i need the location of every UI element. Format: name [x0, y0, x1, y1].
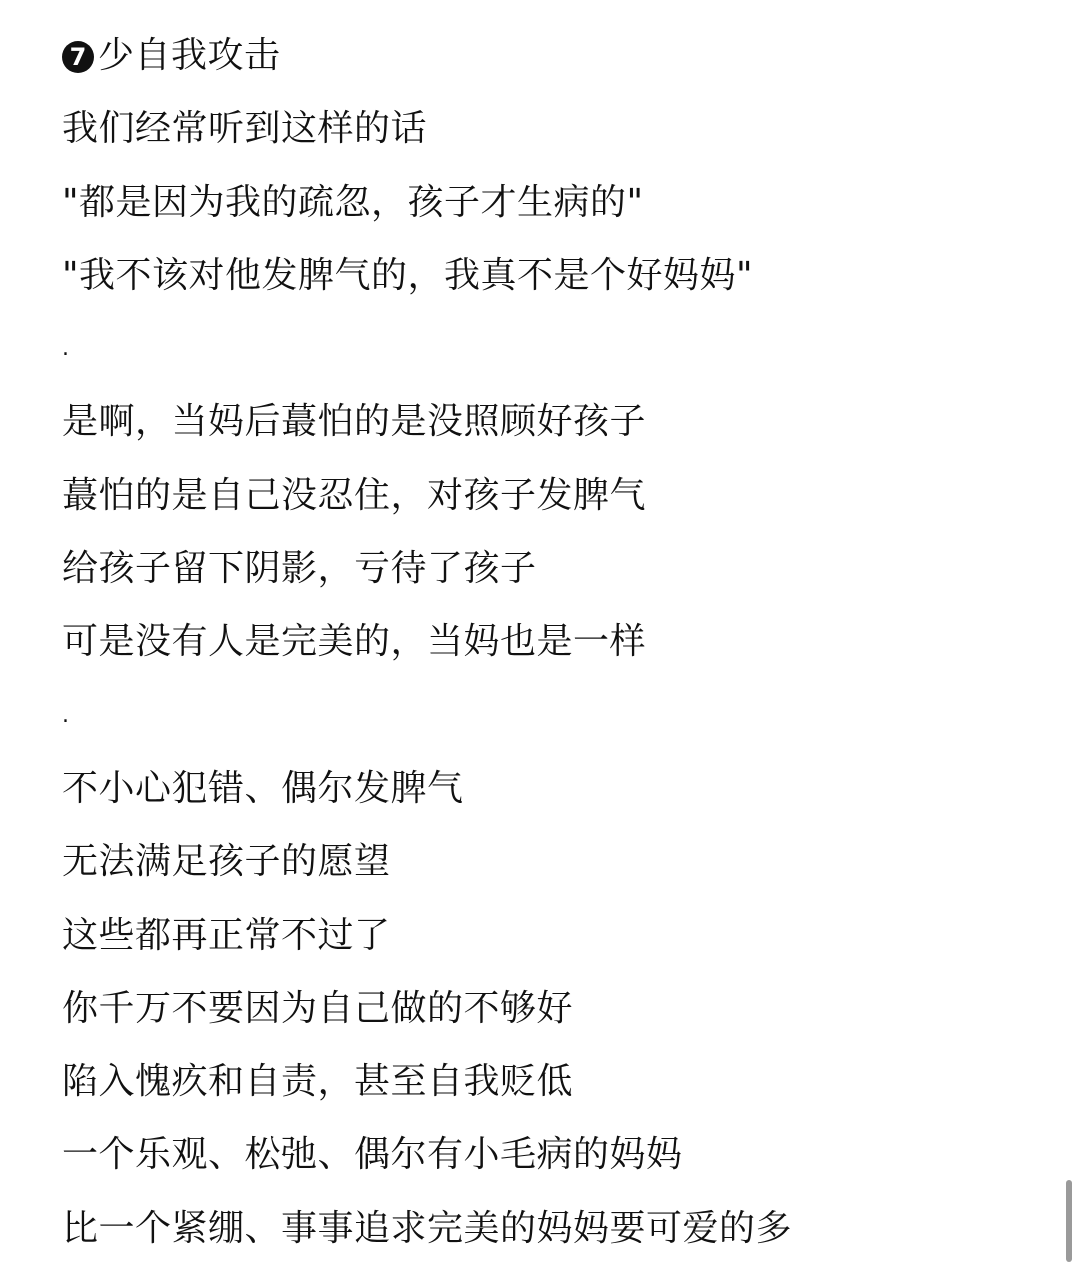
text-line: "都是因为我的疏忽，孩子才生病的" [62, 181, 644, 223]
separator-dot: . [62, 336, 70, 362]
text-line: 比一个紧绷、事事追求完美的妈妈要可爱的多 [62, 1207, 793, 1249]
text-line: 陷入愧疚和自责，甚至自我贬低 [62, 1061, 574, 1103]
text-line: 蕞怕的是自己没忍住，对孩子发脾气 [62, 474, 647, 516]
text-line: 可是没有人是完美的，当妈也是一样 [62, 621, 647, 663]
text-line: "我不该对他发脾气的，我真不是个好妈妈" [62, 254, 754, 296]
text-line: 是啊，当妈后蕞怕的是没照顾好孩子 [62, 401, 647, 443]
section-title-text: 少自我攻击 [98, 35, 281, 76]
text-line: 无法满足孩子的愿望 [62, 841, 391, 883]
text-line: 给孩子留下阴影，亏待了孩子 [62, 548, 537, 590]
article-body [62, 19, 1050, 1265]
text-line: 不小心犯错、偶尔发脾气 [62, 767, 464, 809]
text-line: 你千万不要因为自己做的不够好 [62, 987, 574, 1029]
section-title [62, 19, 1050, 92]
text-line: 我们经常听到这样的话 [62, 108, 428, 150]
scrollbar-thumb[interactable] [1066, 1180, 1072, 1262]
text-line: 一个乐观、松弛、偶尔有小毛病的妈妈 [62, 1134, 683, 1176]
separator-dot: . [62, 702, 70, 728]
number-seven-badge-icon: 7 [62, 41, 94, 73]
text-line: 这些都再正常不过了 [62, 914, 391, 956]
